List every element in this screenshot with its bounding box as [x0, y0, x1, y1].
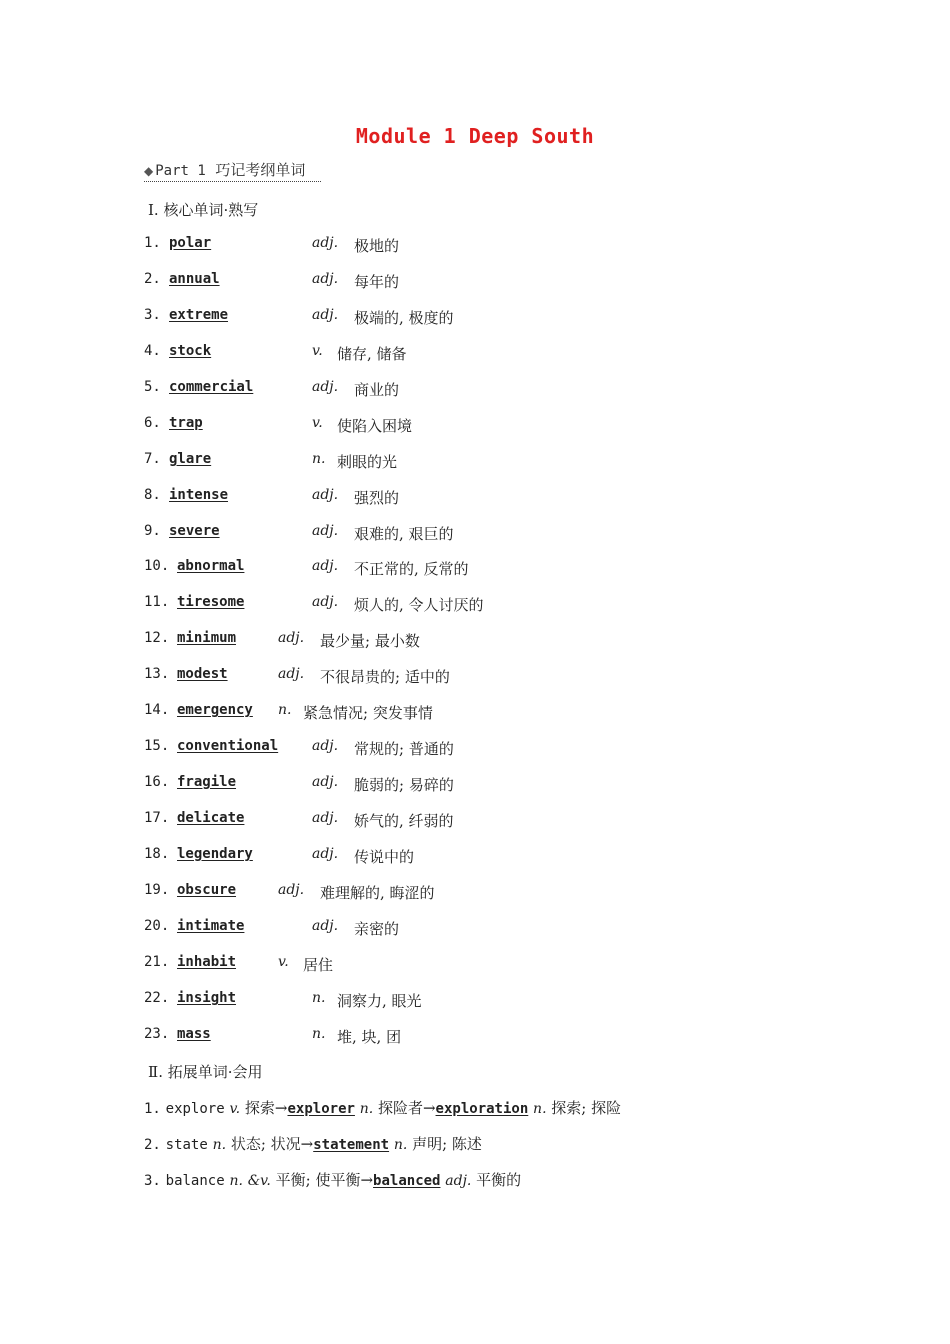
part-of-speech: adj. — [312, 810, 339, 826]
word-meaning: 脆弱的; 易碎的 — [354, 776, 454, 794]
part-of-speech: n. — [312, 1026, 326, 1042]
part-of-speech: adj. — [312, 774, 339, 790]
part-of-speech: adj. — [312, 271, 339, 287]
word-meaning: 探险者→ — [377, 1099, 436, 1117]
part-of-speech: n. — [359, 1101, 374, 1117]
item-number: 11. — [144, 594, 170, 610]
item-number: 5. — [144, 379, 161, 395]
part-of-speech: n. — [229, 1173, 243, 1189]
word-meaning: 极端的, 极度的 — [354, 309, 454, 327]
vocab-word: abnormal — [177, 558, 245, 574]
item-number: 13. — [144, 666, 170, 682]
word-meaning: 艰难的, 艰巨的 — [354, 525, 454, 543]
vocab-word: glare — [169, 451, 212, 467]
item-number: 17. — [144, 810, 170, 826]
part-label: 巧记考纲单词 — [215, 161, 306, 179]
word-meaning: 储存, 储备 — [337, 345, 407, 363]
vocab-word: stock — [169, 343, 212, 359]
word-meaning: 常规的; 普通的 — [354, 740, 454, 758]
word-meaning: 强烈的 — [354, 489, 400, 507]
part-heading — [144, 159, 321, 182]
part-of-speech: adj. — [312, 307, 339, 323]
part-of-speech: adj. — [278, 666, 305, 682]
part-of-speech: adj. — [312, 594, 339, 610]
part-of-speech: v. — [312, 343, 323, 359]
vocab-word: balanced — [373, 1173, 441, 1189]
word-meaning: 声明; 陈述 — [412, 1135, 482, 1153]
part-of-speech: adj. — [312, 846, 339, 862]
item-number: 2. — [144, 271, 161, 287]
item-number: 22. — [144, 990, 170, 1006]
vocab-word: obscure — [177, 882, 237, 898]
vocab-word: mass — [177, 1026, 211, 1042]
part-of-speech: adj. — [312, 379, 339, 395]
item-number: 19. — [144, 882, 170, 898]
vocab-word: trap — [169, 415, 203, 431]
item-number: 14. — [144, 702, 170, 718]
vocab-word: tiresome — [177, 594, 245, 610]
part-of-speech: n. — [312, 451, 326, 467]
vocab-word: polar — [169, 235, 212, 251]
item-number: 9. — [144, 523, 161, 539]
part-of-speech: v. — [312, 415, 323, 431]
item-number: 6. — [144, 415, 161, 431]
word-meaning: 平衡的 — [476, 1171, 522, 1189]
part-of-speech: adj. — [445, 1173, 472, 1189]
vocab-word: explorer — [287, 1101, 355, 1117]
item-number: 8. — [144, 487, 161, 503]
vocab-word: emergency — [177, 702, 253, 718]
item-number: 20. — [144, 918, 170, 934]
section-heading-core: Ⅰ. 核心单词·熟写 — [148, 201, 259, 219]
item-number: 2. — [144, 1137, 161, 1153]
word-meaning: 极地的 — [354, 237, 400, 255]
word-meaning: 堆, 块, 团 — [337, 1028, 402, 1046]
part-prefix: Part 1 — [155, 163, 206, 179]
vocab-word: annual — [169, 271, 220, 287]
part-of-speech: v. — [229, 1101, 241, 1117]
word-meaning: 传说中的 — [354, 848, 415, 866]
part-of-speech: n. — [533, 1101, 547, 1117]
item-number: 4. — [144, 343, 161, 359]
vocab-word: intimate — [177, 918, 245, 934]
vocab-word: inhabit — [177, 954, 237, 970]
word-meaning: 每年的 — [354, 273, 400, 291]
part-of-speech: adj. — [312, 487, 339, 503]
vocab-word: exploration — [435, 1101, 529, 1117]
vocab-word: legendary — [177, 846, 253, 862]
item-number: 15. — [144, 738, 170, 754]
list-item — [144, 1097, 621, 1118]
word-meaning: 紧急情况; 突发事情 — [303, 704, 433, 722]
vocab-word: extreme — [169, 307, 229, 323]
base-word: explore — [165, 1101, 225, 1117]
word-meaning: 平衡; 使平衡→ — [275, 1171, 374, 1189]
word-meaning: 烦人的, 令人讨厌的 — [354, 596, 484, 614]
word-meaning: 状态; 状况→ — [230, 1135, 314, 1153]
item-number: 3. — [144, 1173, 161, 1189]
word-meaning: 不正常的, 反常的 — [354, 560, 469, 578]
part-of-speech: n. — [393, 1137, 408, 1153]
item-number: 12. — [144, 630, 170, 646]
word-meaning: 难理解的, 晦涩的 — [320, 884, 435, 902]
part-of-speech: n. — [312, 990, 326, 1006]
vocab-word: fragile — [177, 774, 237, 790]
item-number: 1. — [144, 1101, 161, 1117]
word-meaning: 探索; 探险 — [551, 1099, 622, 1117]
item-number: 1. — [144, 235, 161, 251]
word-meaning: 亲密的 — [354, 920, 400, 938]
word-meaning: 最少量; 最小数 — [320, 632, 420, 650]
list-item — [144, 1133, 482, 1154]
page-title: Module 1 Deep South — [355, 124, 595, 148]
vocab-word: insight — [177, 990, 237, 1006]
vocab-word: delicate — [177, 810, 245, 826]
part-of-speech: adj. — [312, 918, 339, 934]
vocab-word: intense — [169, 487, 229, 503]
vocab-word: statement — [313, 1137, 390, 1153]
item-number: 16. — [144, 774, 170, 790]
item-number: 18. — [144, 846, 170, 862]
vocab-word: commercial — [169, 379, 254, 395]
word-meaning: 商业的 — [354, 381, 400, 399]
vocab-word: minimum — [177, 630, 237, 646]
word-meaning: 探索→ — [244, 1099, 288, 1117]
section-heading-extended: Ⅱ. 拓展单词·会用 — [148, 1063, 263, 1081]
word-meaning: 居住 — [303, 956, 334, 974]
word-meaning: 洞察力, 眼光 — [337, 992, 422, 1010]
item-number: 23. — [144, 1026, 170, 1042]
part-of-speech: adj. — [278, 882, 305, 898]
vocab-word: conventional — [177, 738, 279, 754]
part-of-speech: v. — [278, 954, 289, 970]
item-number: 7. — [144, 451, 161, 467]
word-meaning: 使陷入困境 — [337, 417, 413, 435]
base-word: balance — [165, 1173, 225, 1189]
part-of-speech: n. — [212, 1137, 227, 1153]
part-of-speech: n. — [278, 702, 292, 718]
part-of-speech: adj. — [312, 558, 339, 574]
item-number: 3. — [144, 307, 161, 323]
vocab-word: severe — [169, 523, 220, 539]
part-of-speech: adj. — [312, 235, 339, 251]
word-meaning: 娇气的, 纤弱的 — [354, 812, 454, 830]
part-of-speech: adj. — [278, 630, 305, 646]
part-of-speech: adj. — [312, 738, 339, 754]
list-item — [144, 1169, 521, 1190]
item-number: 10. — [144, 558, 170, 574]
part-of-speech: &v. — [247, 1173, 271, 1189]
diamond-icon: ◆ — [144, 164, 154, 178]
word-meaning: 不很昂贵的; 适中的 — [320, 668, 450, 686]
base-word: state — [165, 1137, 208, 1153]
item-number: 21. — [144, 954, 170, 970]
vocab-word: modest — [177, 666, 228, 682]
part-of-speech: adj. — [312, 523, 339, 539]
word-meaning: 刺眼的光 — [337, 453, 398, 471]
